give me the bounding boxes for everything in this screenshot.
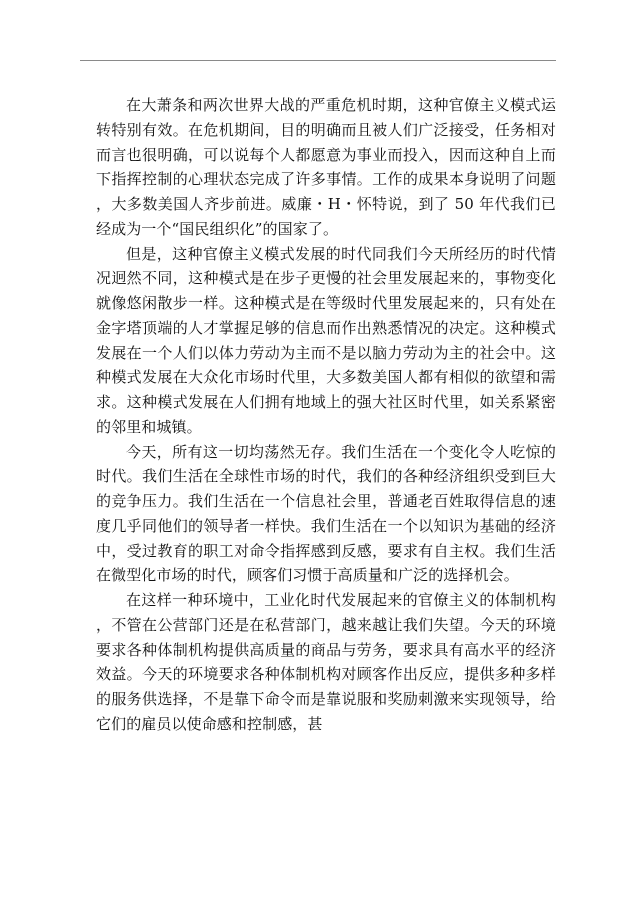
paragraph-1: 在大萧条和两次世界大战的严重危机时期，这种官僚主义模式运转特别有效。在危机期间，目的明确而且被人们广泛接受，任务相对而言也很明确，可以说每个人都愿意为事业而投入，因而这种自上而下指挥控制的心理状态完成了许多事情。工作的成果本身说明了问题，大多数美国人齐步前进。威廉・H・怀特说，到了 50 年代我们已经成为一个“国民组织化”的国家了。 — [96, 96, 556, 238]
paragraph-4: 在这样一种环境中，工业化时代发展起来的官僚主义的体制机构，不管在公营部门还是在私营部门，越来越让我们失望。今天的环境要求各种体制机构提供高质量的商品与劳务，要求具有高水平的经济效益。今天的环境要求各种体制机构对顾客作出反应，提供多种多样的服务供选择，不是靠下命令而是靠说服和奖励刺激来实现领导，给它们的雇员以使命感和控制感，甚 — [96, 591, 556, 733]
header-rule — [80, 60, 556, 61]
paragraph-3: 今天，所有这一切均荡然无存。我们生活在一个变化令人吃惊的时代。我们生活在全球性市场的时代，我们的各种经济组织受到巨大的竞争压力。我们生活在一个信息社会里，普通老百姓取得信息的速度几乎同他们的领导者一样快。我们生活在一个以知识为基础的经济中，受过教育的职工对命令指挥感到反感，要求有自主权。我们生活在微型化市场的时代，顾客们习惯于高质量和广泛的选择机会。 — [96, 442, 556, 585]
paragraph-2: 但是，这种官僚主义模式发展的时代同我们今天所经历的时代情况迥然不同，这种模式是在步子更慢的社会里发展起来的，事物变化就像悠闲散步一样。这种模式是在等级时代里发展起来的，只有处在金字塔顶端的人才掌握足够的信息而作出熟悉情况的决定。这种模式发展在一个人们以体力劳动为主而不是以脑力劳动为主的社会中。这种模式发展在大众化市场时代里，大多数美国人都有相似的欲望和需求。这种模式发展在人们拥有地域上的强大社区时代里，如关系紧密的邻里和城镇。 — [96, 244, 556, 436]
body-text — [96, 93, 556, 737]
